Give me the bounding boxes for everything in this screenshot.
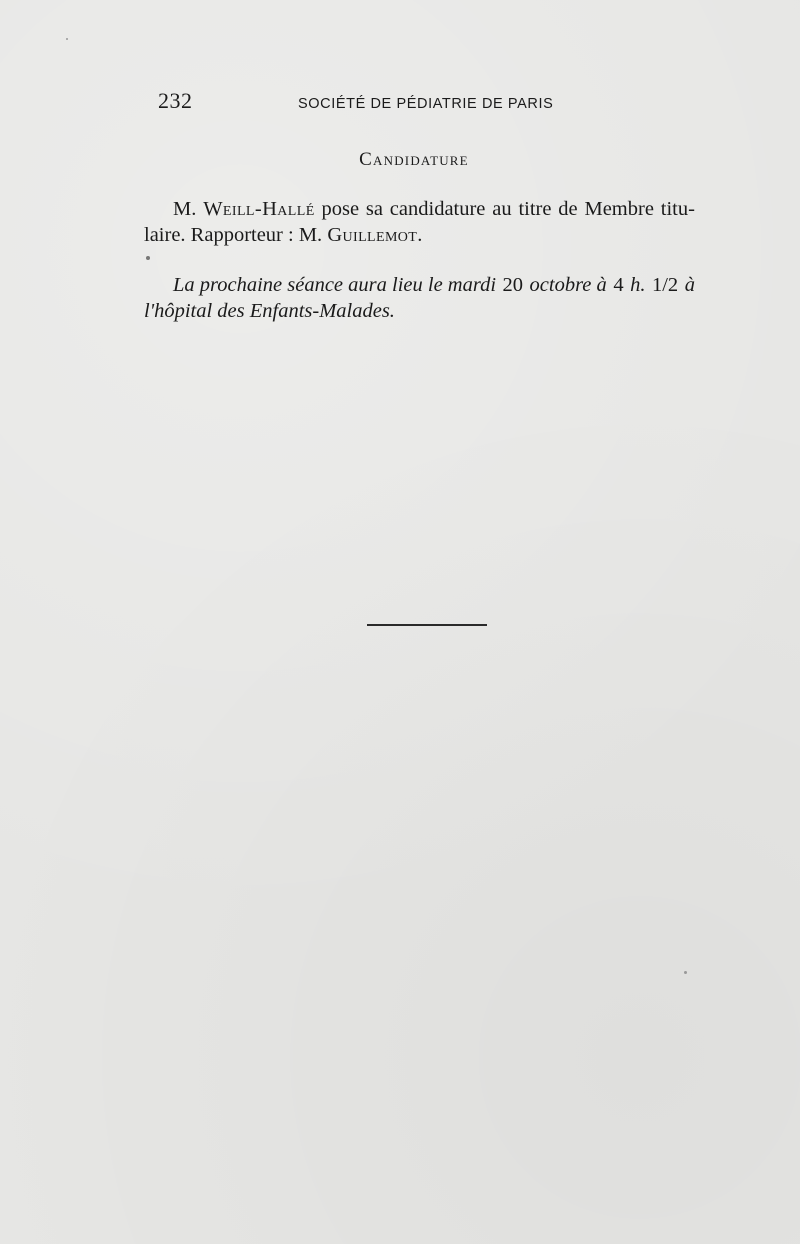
paper-speck: [66, 38, 68, 40]
running-head: SOCIÉTÉ DE PÉDIATRIE DE PARIS: [298, 96, 554, 112]
hour-abbrev: h.: [630, 274, 646, 296]
candidate-name: Weill-Hallé: [203, 198, 315, 220]
word: de: [558, 198, 578, 220]
day-number: 20: [502, 274, 524, 296]
word: au: [492, 198, 512, 220]
paragraph-2-line-1: [173, 275, 695, 296]
page-number: 232: [158, 88, 193, 113]
paragraph-2-line-2: l'hôpital des Enfants-Malades.: [144, 300, 395, 322]
paper-speck: [146, 256, 150, 260]
rapporteur-text: laire. Rapporteur : M.: [144, 224, 323, 246]
word: Membre: [584, 198, 654, 220]
word: candidature: [389, 198, 486, 220]
hour-fraction: 1/2: [651, 274, 679, 296]
paragraph-1-line-1: [173, 199, 695, 220]
honorific: M.: [173, 198, 197, 220]
word: sa: [365, 198, 383, 220]
announcement-month: octobre à: [529, 274, 607, 296]
rapporteur-name: Guillemot.: [327, 224, 423, 246]
word: pose: [321, 198, 360, 220]
hour-number: 4: [613, 274, 624, 296]
paragraph-1-line-2: [144, 225, 423, 246]
section-title: Candidature: [359, 149, 469, 170]
word: titu-: [660, 198, 695, 220]
paper-speck: [684, 971, 687, 974]
announcement-end: à: [684, 274, 695, 296]
announcement-text: La prochaine séance aura lieu le mardi: [173, 274, 497, 296]
closing-rule: [367, 624, 487, 626]
word: titre: [518, 198, 552, 220]
